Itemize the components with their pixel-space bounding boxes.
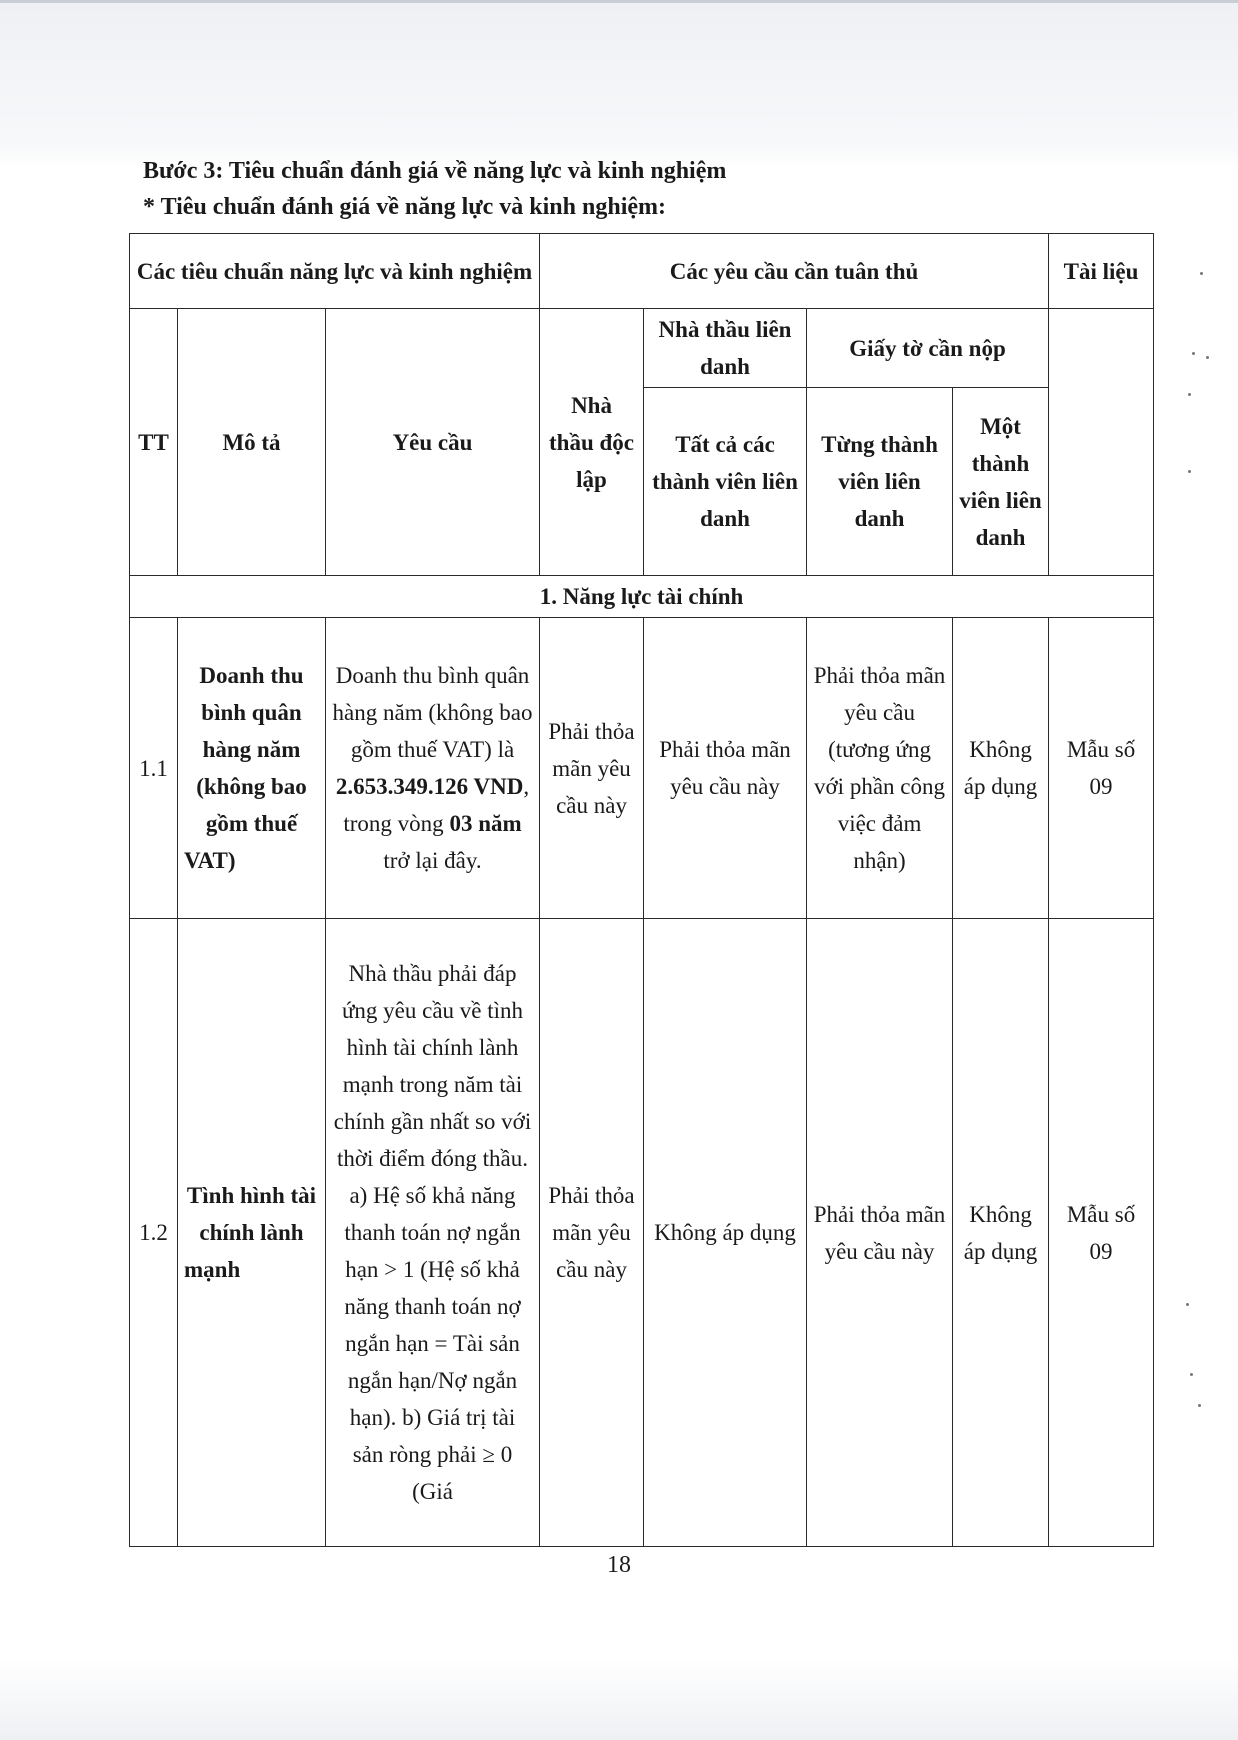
scan-speck	[1192, 352, 1195, 355]
page-number: 18	[607, 1552, 631, 1578]
table-row	[130, 919, 1154, 1547]
row-requirement	[326, 618, 540, 919]
requirement-text: Doanh thu bình quân hàng năm (không bao gồm thuế VAT) là	[332, 663, 533, 762]
row-documents: Mẫu số 09	[1049, 618, 1154, 919]
header-documents: Tài liệu	[1049, 234, 1154, 309]
requirement-amount: 2.653.349.126 VND	[335, 774, 524, 799]
row-all-members: Phải thỏa mãn yêu cầu này	[644, 618, 807, 919]
row-description: Doanh thu bình quân hàng năm (không bao gồm thuế VAT)	[178, 618, 326, 919]
section-row-financial	[130, 576, 1154, 618]
row-requirement: Nhà thầu phải đáp ứng yêu cầu về tình hình tài chính lành mạnh trong năm tài chính gần nhất so với thời điểm đóng thầu. a) Hệ số khả năng thanh toán nợ ngắn hạn > 1 (Hệ số khả năng thanh toán nợ ngắn hạn = Tài sản ngắn hạn/Nợ ngắn hạn). b) Giá trị tài sản ròng phải ≥ 0 (Giá	[326, 919, 540, 1547]
scan-speck	[1188, 393, 1191, 396]
scan-speck	[1188, 470, 1191, 473]
row-one-member: Không áp dụng	[953, 618, 1049, 919]
scan-speck	[1190, 1373, 1193, 1376]
row-documents: Mẫu số 09	[1049, 919, 1154, 1547]
header-row-1	[130, 234, 1154, 309]
row-tt: 1.1	[130, 618, 178, 919]
header-one-member: Một thành viên liên danh	[953, 388, 1049, 576]
header-tt: TT	[130, 309, 178, 576]
row-each-member: Phải thỏa mãn yêu cầu này	[807, 919, 953, 1547]
scan-speck	[1198, 1404, 1201, 1407]
header-requirement: Yêu cầu	[326, 309, 540, 576]
table-row	[130, 618, 1154, 919]
header-papers-required: Giấy tờ cần nộp	[807, 309, 1049, 388]
header-independent-contractor: Nhà thầu độc lập	[540, 309, 644, 576]
requirement-text: trở lại đây.	[383, 848, 482, 873]
requirement-years: 03 năm	[449, 811, 522, 836]
header-criteria-group: Các tiêu chuẩn năng lực và kinh nghiệm	[130, 234, 540, 309]
row-all-members: Không áp dụng	[644, 919, 807, 1547]
header-documents-blank	[1049, 309, 1154, 576]
row-independent: Phải thỏa mãn yêu cầu này	[540, 618, 644, 919]
step-heading: Bước 3: Tiêu chuẩn đánh giá về năng lực và kinh nghiệm	[143, 158, 727, 184]
row-description: Tình hình tài chính lành mạnh	[178, 919, 326, 1547]
scan-speck	[1186, 1303, 1189, 1306]
header-each-member: Từng thành viên liên danh	[807, 388, 953, 576]
section-title: 1. Năng lực tài chính	[130, 576, 1154, 618]
scan-speck	[1200, 272, 1203, 275]
header-requirements-group: Các yêu cầu cần tuân thủ	[540, 234, 1049, 309]
criteria-table	[129, 233, 1154, 1547]
header-description: Mô tả	[178, 309, 326, 576]
header-all-members: Tất cả các thành viên liên danh	[644, 388, 807, 576]
scan-speck	[1206, 356, 1209, 359]
header-joint-venture: Nhà thầu liên danh	[644, 309, 807, 388]
row-each-member: Phải thỏa mãn yêu cầu (tương ứng với phần công việc đảm nhận)	[807, 618, 953, 919]
requirement-text: , trong vòng	[343, 774, 530, 836]
row-tt: 1.2	[130, 919, 178, 1547]
row-independent: Phải thỏa mãn yêu cầu này	[540, 919, 644, 1547]
criteria-subheading: * Tiêu chuẩn đánh giá về năng lực và kinh nghiệm:	[143, 194, 666, 220]
row-one-member: Không áp dụng	[953, 919, 1049, 1547]
header-row-2	[130, 309, 1154, 388]
